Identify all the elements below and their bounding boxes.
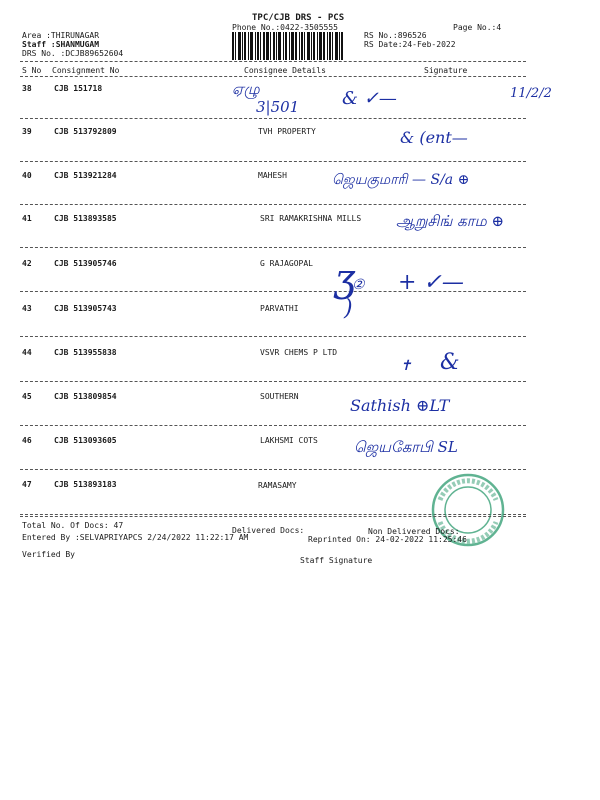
rs-number: RS No.:896526 (364, 31, 427, 40)
row-consignee: SRI RAMAKRISHNA MILLS (260, 214, 362, 223)
page-number: Page No.:4 (453, 23, 502, 32)
row-divider (20, 204, 526, 205)
phone-number: Phone No.:0422-3505555 (232, 23, 338, 32)
row-divider (20, 336, 526, 337)
row-divider (20, 469, 526, 470)
verified-by: Verified By (22, 550, 75, 559)
row-consignee: LAKHSMI COTS (260, 436, 318, 445)
staff-field: Staff :SHANMUGAM (22, 40, 100, 49)
row-consignment: CJB 151718 (54, 84, 103, 93)
row-sno: 39 (22, 127, 32, 136)
row-consignee: RAMASAMY (258, 481, 297, 490)
handwritten-signature: ʒ (334, 256, 356, 300)
entered-by: Entered By :SELVAPRIYAPCS 2/24/2022 11:22:17 AM (22, 533, 249, 542)
row-consignee: SOUTHERN (260, 392, 299, 401)
handwritten-signature: ஆறுசிங் காம ⊕ (396, 212, 505, 230)
handwritten-signature: ✝ (400, 358, 412, 374)
row-consignment: CJB 513921284 (54, 171, 117, 180)
row-sno: 42 (22, 259, 32, 268)
handwritten-signature: & ✓— (342, 88, 397, 109)
handwritten-signature: ஜெயகுமாரி — S/a ⊕ (332, 172, 470, 188)
delivered-docs: Delivered Docs: (232, 526, 305, 535)
handwritten-signature: ஏழு (232, 80, 260, 98)
row-divider (20, 118, 526, 119)
row-divider (20, 381, 526, 382)
row-consignee: PARVATHI (260, 304, 299, 313)
row-divider (20, 247, 526, 248)
row-sno: 38 (22, 84, 32, 93)
row-consignee: VSVR CHEMS P LTD (260, 348, 338, 357)
handwritten-signature: ② (352, 277, 365, 293)
row-consignment: CJB 513093605 (54, 436, 117, 445)
row-sno: 46 (22, 436, 32, 445)
row-consignment: CJB 513809854 (54, 392, 117, 401)
row-sno: 40 (22, 171, 32, 180)
reprinted-on: Reprinted On: 24-02-2022 11:25:46 (308, 535, 467, 544)
row-sno: 41 (22, 214, 32, 223)
barcode (232, 32, 356, 60)
row-sno: 45 (22, 392, 32, 401)
row-consignment: CJB 513893183 (54, 480, 117, 489)
drs-number: DRS No. :DCJB89652604 (22, 49, 124, 58)
col-consignment: Consignment No (52, 66, 120, 75)
non-delivered-docs: Non Delivered Docs: (368, 527, 460, 536)
handwritten-signature: 11/2/2 (510, 86, 552, 101)
total-docs: Total No. Of Docs: 47 (22, 521, 124, 530)
row-sno: 43 (22, 304, 32, 313)
handwritten-signature: ஜெயகோபி SL (354, 438, 458, 456)
row-consignment: CJB 513905746 (54, 259, 117, 268)
handwritten-signature: + ✓— (398, 270, 464, 295)
column-header-divider (20, 76, 526, 77)
col-signature: Signature (424, 66, 468, 75)
row-consignee: G RAJAGOPAL (260, 259, 313, 268)
handwritten-signature: ) (344, 296, 353, 321)
area-field: Area :THIRUNAGAR (22, 31, 100, 40)
row-consignment: CJB 513905743 (54, 304, 117, 313)
document-title: TPC/CJB DRS - PCS (252, 13, 345, 23)
footer-divider (20, 516, 526, 517)
row-consignment: CJB 513893585 (54, 214, 117, 223)
rs-date: RS Date:24-Feb-2022 (364, 40, 456, 49)
row-consignment: CJB 513792809 (54, 127, 117, 136)
staff-signature-label: Staff Signature (300, 556, 373, 565)
row-consignee: MAHESH (258, 171, 287, 180)
handwritten-signature: & (440, 350, 460, 375)
row-divider (20, 425, 526, 426)
row-sno: 44 (22, 348, 32, 357)
row-sno: 47 (22, 480, 32, 489)
header-divider (20, 61, 526, 62)
row-consignment: CJB 513955838 (54, 348, 117, 357)
handwritten-signature: Sathish ⊕LT (350, 396, 450, 415)
handwritten-signature: & (ent— (400, 128, 468, 147)
col-consignee: Consignee Details (244, 66, 326, 75)
row-divider (20, 161, 526, 162)
col-sno: S No (22, 66, 42, 75)
row-consignee: TVH PROPERTY (258, 127, 316, 136)
handwritten-signature: 3|501 (256, 98, 300, 116)
